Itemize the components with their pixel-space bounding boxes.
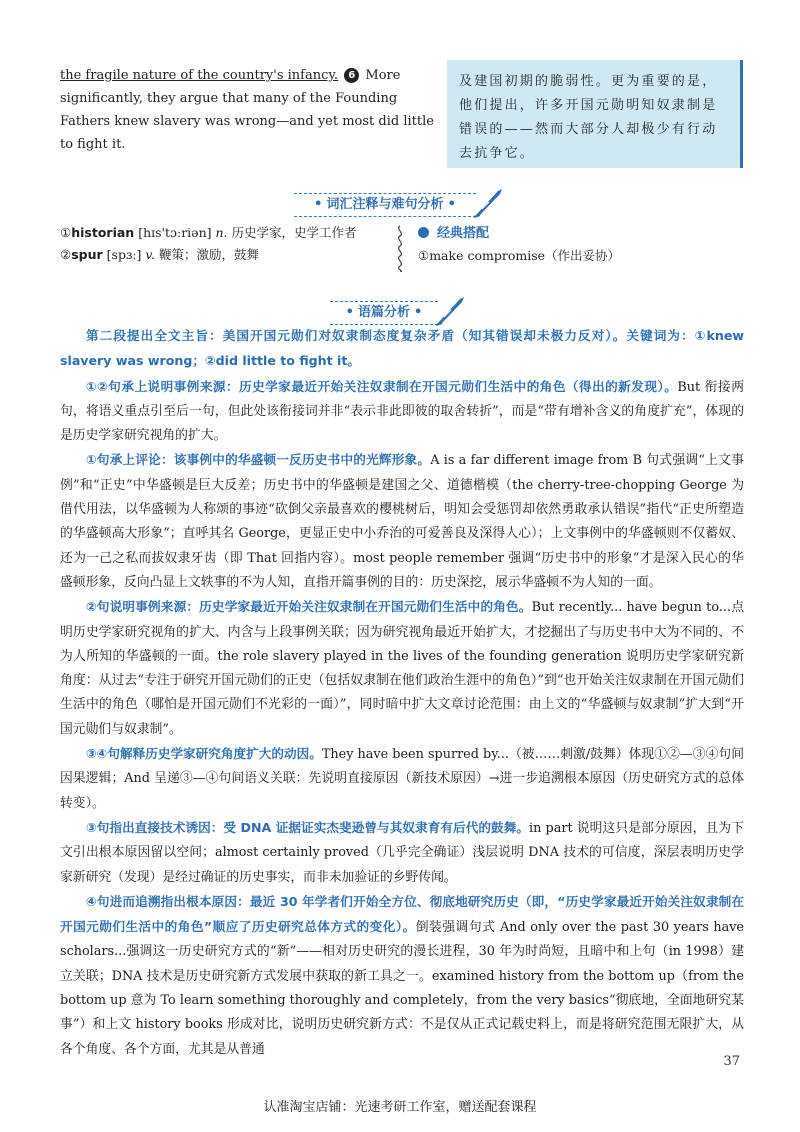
vocab-list — [60, 222, 390, 266]
vocab-word: spur — [71, 247, 103, 262]
vocab-ipa: [spɜː] — [106, 247, 142, 262]
analysis-banner: • 语篇分析 • — [330, 301, 438, 325]
english-passage — [60, 64, 440, 156]
analysis-paragraph: ③句指出直接技术诱因：受 DNA 证据证实杰斐逊曾与其奴隶育有后代的鼓舞。in part 说明这只是部分原因，且为下文引出根本原因留以空间；almost certainly proved（几乎完全确证）浅层说明 DNA 技术的可信度，深层表明历史学家新研究（发现）是经过确证的历史事实，而非未加验证的乡野传闻。 — [60, 819, 744, 885]
analysis-paragraph: ④句进而追溯指出根本原因：最近 30 年学者们开始全方位、彻底地研究历史（即，“历史学家最近开始关注奴隶制在开国元勋们生活中的角色”顺应了历史研究总体方式的变化）。倒装强调句式 And only over the past 30 years have scholars...强调这一历史研究方式的“新”——相对历史研究的漫长进程，30 年为时尚短，且暗中和上句（in 1998）建立关联；DNA 技术是历史研究新方式发展中获取的新工具之一。examined history from the bottom up（from the bottom up 意为 To learn something thoroughly and completely，from the very basics“彻底地，全面地研究某事”）和上文 history books 形成对比，说明历史研究新方式：不是仅从正式记载史料上，而是将研究范围无限扩大，从各个角度、各个方面，尤其是从普通 — [60, 893, 745, 1057]
quill-pen-icon — [434, 293, 468, 327]
analysis-paragraph: ②句说明事例来源：历史学家最近开始关注奴隶制在开国元勋们生活中的角色。But recently... have begun to...点明历史学家研究视角的扩大、内含与上段事例关联；因为研究视角最近开始扩大，才挖掘出了与历史书中大为不同的、不为人所知的华盛顿的一面。the role slavery played in the lives of the founding generation 说明历史学家研究新角度：从过去“专注于研究开国元勋们的正史（包括奴隶制在他们政治生涯中的角色）”到“也开始关注奴隶制在开国元勋们生活中的角色（哪怕是开国元勋们不光彩的一面）”，同时暗中扩大文章讨论范围：由上文的“华盛顿与奴隶制”扩大到“开国元勋们与奴隶制”。 — [60, 599, 744, 737]
vocab-item: ①historian [hɪs'tɔːriən] n. 历史学家，史学工作者 — [60, 225, 357, 240]
analysis-paragraph: ③④句解释历史学家研究角度扩大的动因。They have been spurred by...（被……刺激/鼓舞）体现①②—③④句间因果逻辑；And 呈递③—④句间语义关联：先说明直接原因（新技术原因）→进一步追溯根本原因（历史研究方式的总体转变）。 — [60, 746, 745, 811]
english-rest: significantly, they argue that many of the Founding Fathers knew slavery was wrong—and yet most did little to fight it. — [60, 91, 434, 152]
collocation-section — [418, 222, 738, 267]
analysis-paragraph: ①②句承上说明事例来源：历史学家最近开始关注奴隶制在开国元勋们生活中的角色（得出的新发现）。But 衔接两句，将语义重点引至后一句，但此处该衔接词并非“表示非此即彼的取舍转折”，而是“带有增补含义的角度扩充”，体现的是历史学家研究视角的扩大。 — [60, 378, 745, 444]
spiral-divider — [393, 224, 407, 272]
vocab-pos: v. — [145, 247, 155, 262]
bullet-icon — [418, 227, 429, 238]
vocab-ipa: [hɪs'tɔːriən] — [138, 225, 212, 240]
translation-box — [447, 60, 743, 168]
english-line1-tail: More — [365, 68, 401, 83]
analysis-paragraph: ①句承上评论：该事例中的华盛顿一反历史书中的光辉形象。A is a far different image from B 句式强调“上文事例”和“正史”中华盛顿是巨大反差；历史书中的华盛顿是建国之父、道德楷模（the cherry-tree-chopping George 为借代用法，以华盛顿为人称颂的事迹“砍倒父亲最喜欢的樱桃树后，明知会受惩罚却依然勇敢承认错误”指代“正史所塑造的华盛顿高大形象”；直呼其名 George，更显正史中小乔治的可爱善良及深得人心）；上文事例中的华盛顿则不仅蓄奴、还为一己之私而拔奴隶牙齿（即 That 回指内容）。most people remember 强调“历史书中的形象”才是深入民心的华盛顿形象，反向凸显上文轶事的不为人知，直指开篇事例的目的：历史深挖，展示华盛顿不为人知的一面。 — [60, 452, 744, 590]
underlined-sentence: the fragile nature of the country's infancy. — [60, 68, 339, 83]
page-number: 37 — [723, 1054, 740, 1069]
footer-note: 认准淘宝店铺：光速考研工作室，赠送配套课程 — [263, 1100, 537, 1115]
vocab-meaning: 鞭策；激励，鼓舞 — [158, 247, 259, 262]
analysis-paragraph: 第二段提出全文主旨：美国开国元勋们对奴隶制态度复杂矛盾（知其错误却未极力反对）。关键词为：①knew slavery was wrong；②did little to fight it。 — [60, 328, 744, 369]
analysis-banner-title: 语篇分析 — [357, 305, 410, 320]
translation-text: 及建国初期的脆弱性。更为重要的是，他们提出，许多开国元勋明知奴隶制是错误的——然而大部分人却极少有行动去抗争它。 — [459, 74, 718, 161]
vocab-banner-title: 词汇注释与难句分析 — [326, 197, 444, 212]
collocation-item: ①make compromise（作出妥协） — [418, 248, 621, 263]
analysis-body — [60, 324, 744, 1062]
vocab-pos: n. — [215, 225, 228, 240]
vocab-item: ②spur [spɜː] v. 鞭策；激励，鼓舞 — [60, 247, 259, 262]
vocab-word: historian — [71, 225, 135, 240]
collocation-title: 经典搭配 — [437, 226, 490, 241]
vocab-banner: • 词汇注释与难句分析 • — [294, 193, 476, 217]
vocab-meaning: 历史学家，史学工作者 — [231, 225, 357, 240]
quill-pen-icon — [472, 185, 506, 219]
sentence-number-badge: 6 — [344, 68, 359, 83]
